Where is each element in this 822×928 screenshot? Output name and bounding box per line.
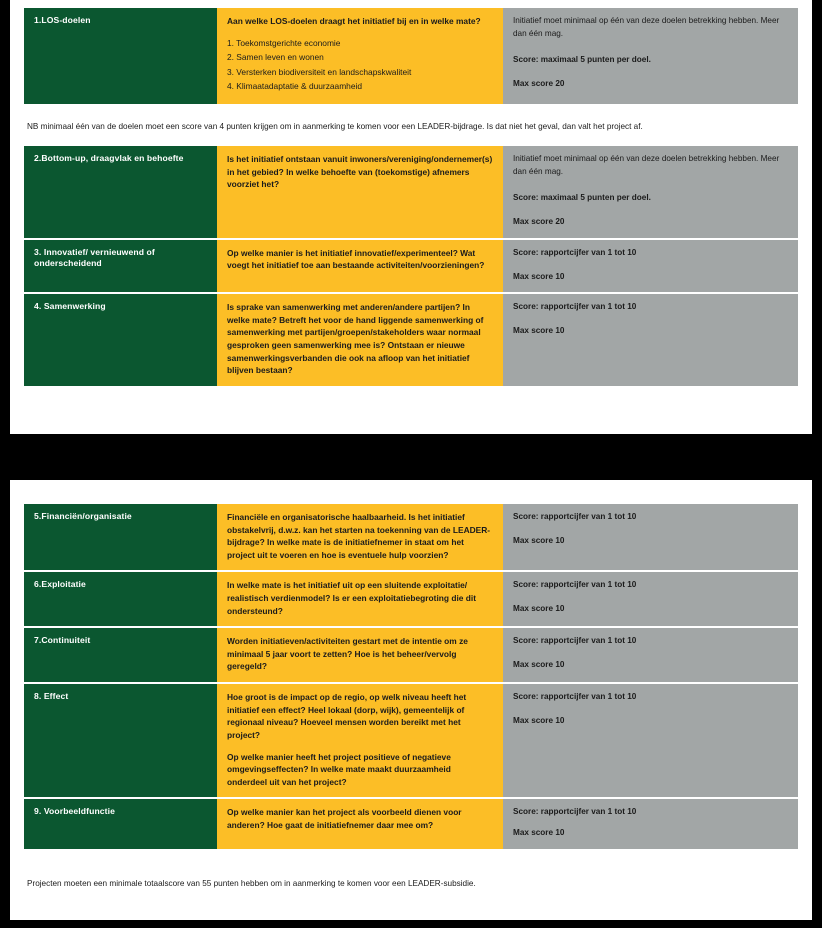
score-rule: Score: rapportcijfer van 1 tot 10: [513, 302, 637, 312]
criterion-question-text: Is het initiatief ontstaan vanuit inwoners/vereniging/ondernemer(s) in het gebied? In welke behoefte van (toekomstige) afnemers voorziet het?: [227, 154, 493, 190]
criterion-score-cell: [503, 798, 798, 848]
criterion-name-label: 1.LOS-doelen: [34, 15, 91, 25]
table-row: [24, 146, 798, 239]
los-goals-table: [24, 8, 798, 104]
spacer: [513, 181, 788, 192]
score-max: Max score 10: [513, 659, 565, 669]
spacer: [513, 43, 788, 54]
table-row: [24, 8, 798, 104]
spacer: [513, 648, 788, 659]
score-max: Max score 10: [513, 325, 565, 335]
criterion-name-label: 4. Samenwerking: [34, 301, 106, 312]
page-panel-one: [10, 0, 812, 434]
criterion-question-text: Worden initiatieven/activiteiten gestart met de intentie om ze minimaal 5 jaar voort te zetten? Hoe is het beheer/vervolg geregeld?: [227, 636, 468, 672]
criterion-name-cell: [24, 504, 217, 571]
score-rule: Score: rapportcijfer van 1 tot 10: [513, 580, 637, 590]
spacer: [513, 704, 788, 715]
page-one-content: [24, 0, 802, 434]
criteria-table-one-wrapper: [24, 146, 798, 386]
criterion-question-cell: [217, 571, 503, 627]
criterion-question-text: Op welke manier kan het project als voorbeeld dienen voor anderen? Hoe gaat de initiatiefnemer daar mee om?: [227, 807, 462, 830]
score-max: Max score 10: [513, 604, 565, 614]
score-max: Max score 10: [513, 271, 565, 281]
score-rule: Score: rapportcijfer van 1 tot 10: [513, 636, 637, 646]
score-rule: Score: maximaal 5 punten per doel.: [513, 193, 651, 203]
criterion-question-text: Financiële en organisatorische haalbaarheid. Is het initiatief obstakelvrij, d.w.z. kan het starten na toekenning van de LEADER-bijdrage? In welke mate is de initiatiefnemer in staat om het project uit te voeren en hoe is eventuele hulp voorzien?: [227, 512, 491, 560]
spacer: [513, 819, 788, 827]
note-two-wrapper: [27, 878, 807, 889]
note-one-wrapper: [27, 121, 807, 132]
list-item: 4. Klimaatadaptatie & duurzaamheid: [227, 81, 363, 92]
criterion-name-cell: [24, 798, 217, 848]
criterion-name-label: 5.Financiën/organisatie: [34, 511, 132, 521]
criterion-name-cell: [24, 627, 217, 683]
criterion-score-cell: [503, 683, 798, 798]
criterion-score-cell: [503, 293, 798, 386]
criterion-name-cell: [24, 239, 217, 293]
criterion-score-cell: [503, 146, 798, 239]
page-one-note: NB minimaal één van de doelen moet een score van 4 punten krijgen om in aanmerking te komen voor een LEADER-bijdrage. Is dat niet het geval, dan valt het project af.: [27, 122, 643, 131]
criterion-question-cell: [217, 683, 503, 798]
spacer: [513, 67, 788, 78]
spacer: [513, 592, 788, 603]
criterion-name-cell: [24, 293, 217, 386]
spacer: [513, 260, 788, 271]
criterion-score-cell: [503, 504, 798, 571]
page-two-content: [24, 480, 802, 920]
criterion-name-label: 3. Innovatief/ vernieuwend of onderscheidend: [34, 246, 155, 269]
table-row: [24, 504, 798, 571]
criterion-question-text: In welke mate is het initiatief uit op een sluitende exploitatie/ realistisch verdienmodel? Is er een exploitatiebegroting die dit ondersteund?: [227, 580, 476, 616]
criterion-question-intro: Aan welke LOS-doelen draagt het initiatief bij en in welke mate?: [227, 16, 481, 26]
los-goals-table-wrapper: [24, 8, 798, 104]
criterion-score-cell: [503, 571, 798, 627]
list-item: 1. Toekomstgerichte economie: [227, 37, 341, 48]
criterion-name-label: 2.Bottom-up, draagvlak en behoefte: [34, 153, 184, 163]
criterion-name-cell: [24, 683, 217, 798]
score-note: Initiatief moet minimaal op één van deze doelen betrekking hebben. Meer dan één mag.: [513, 16, 780, 38]
list-item: 2. Samen leven en wonen: [227, 52, 324, 63]
criterion-score-cell: [503, 8, 798, 104]
page-panel-two: [10, 480, 812, 920]
table-row: [24, 293, 798, 386]
score-rule: Score: maximaal 5 punten per doel.: [513, 55, 651, 65]
score-rule: Score: rapportcijfer van 1 tot 10: [513, 807, 637, 817]
criterion-score-cell: [503, 627, 798, 683]
criterion-name-label: 8. Effect: [34, 691, 69, 702]
criterion-name-cell: [24, 571, 217, 627]
table-row: [24, 239, 798, 293]
criterion-question-text: Hoe groot is de impact op de regio, op welk niveau heeft het initiatief een effect? Heel lokaal (dorp, wijk), gemeentelijk of regionaal niveau? Hoeveel mensen worden bereikt met het project?: [227, 692, 467, 740]
criterion-question-cell: [217, 293, 503, 386]
table-row: [24, 683, 798, 798]
criterion-name-label: 6.Exploitatie: [34, 579, 86, 590]
spacer: [513, 314, 788, 325]
list-item: 3. Versterken biodiversiteit en landschapskwaliteit: [227, 66, 412, 77]
criterion-question-cell: [217, 504, 503, 571]
criterion-question-text: Is sprake van samenwerking met anderen/andere partijen? In welke mate? Betreft het voor de hand liggende samenwerking of samenwerking met partijen/groepen/stakeholders waar normaal gesproken geen samenwerking mee is? Ontstaan er nieuwe samenwerkingsverbanden die ook na afloop van het initiatief blijven bestaan?: [227, 302, 484, 376]
criteria-table-two-wrapper: [24, 504, 798, 849]
criterion-name-cell: [24, 8, 217, 104]
spacer: [513, 205, 788, 216]
los-goal-list: [227, 37, 493, 93]
criterion-question-text: Op welke manier is het initiatief innovatief/experimenteel? Wat voegt het initiatief toe aan bestaande activiteiten/voorzieningen?: [227, 247, 485, 271]
score-note: Initiatief moet minimaal op één van deze doelen betrekking hebben. Meer dan één mag.: [513, 154, 780, 176]
criterion-question-cell: [217, 798, 503, 848]
criterion-question-cell: [217, 239, 503, 293]
criterion-name-label: 7.Continuiteit: [34, 635, 91, 646]
criteria-table-one: [24, 146, 798, 386]
score-rule: Score: rapportcijfer van 1 tot 10: [513, 512, 637, 521]
criteria-table-two: [24, 504, 798, 849]
spacer: [513, 524, 788, 535]
criterion-question-cell: [217, 146, 503, 239]
criterion-score-cell: [503, 239, 798, 293]
criterion-name-label: 9. Voorbeeldfunctie: [34, 806, 116, 817]
table-row: [24, 571, 798, 627]
criterion-question-text-secondary: Op welke manier heeft het project positieve of negatieve omgevingseffecten? In welke mate maakt duurzaamheid onderdeel uit van het project?: [227, 751, 451, 787]
criterion-name-cell: [24, 146, 217, 239]
table-row: [24, 798, 798, 848]
page-two-note: Projecten moeten een minimale totaalscore van 55 punten hebben om in aanmerking te komen voor een LEADER-subsidie.: [27, 879, 476, 888]
score-max: Max score 20: [513, 79, 565, 89]
score-rule: Score: rapportcijfer van 1 tot 10: [513, 692, 637, 702]
score-max: Max score 10: [513, 535, 565, 545]
score-rule: Score: rapportcijfer van 1 tot 10: [513, 247, 637, 257]
score-max: Max score 20: [513, 217, 565, 227]
criterion-question-cell: [217, 8, 503, 104]
score-max: Max score 10: [513, 828, 565, 838]
criterion-question-cell: [217, 627, 503, 683]
score-max: Max score 10: [513, 715, 565, 725]
table-row: [24, 627, 798, 683]
